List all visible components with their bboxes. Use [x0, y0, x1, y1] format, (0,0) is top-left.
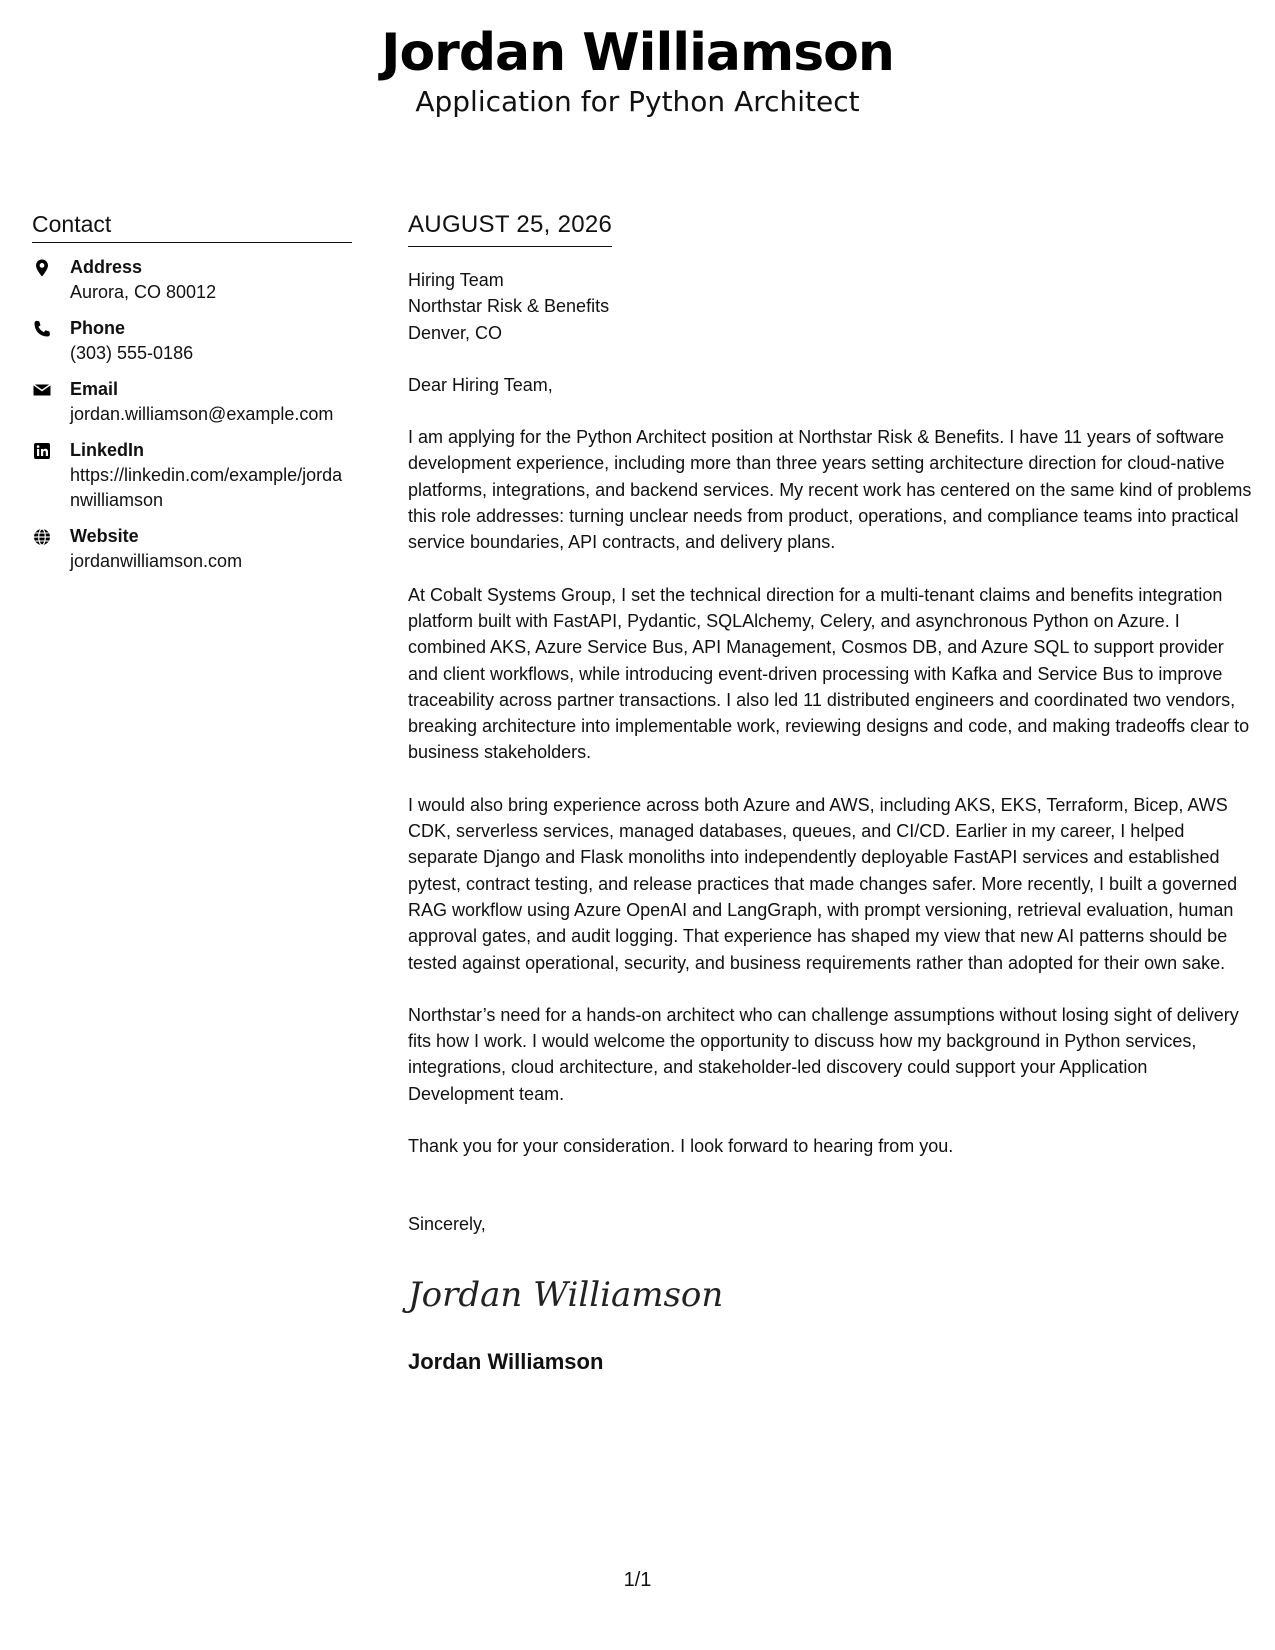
letter-greeting: Dear Hiring Team,: [408, 374, 553, 395]
recipient-block: [408, 267, 1253, 346]
email-label: Email: [70, 379, 119, 399]
website-value[interactable]: jordanwilliamson.com: [70, 551, 243, 571]
contact-item-email: [32, 377, 352, 427]
letter-paragraph-4: Northstar’s need for a hands-on architect who can challenge assumptions without losing sight of delivery fits how I work. I would welcome the opportunity to discuss how my background in Python services, integrations, cloud architecture, and stakeholder-led discovery could support your Application Development team.: [408, 1004, 1239, 1104]
contact-item-phone: [32, 316, 352, 366]
linkedin-value[interactable]: https://linkedin.com/example/jordanwilliamson: [70, 465, 343, 510]
letter-paragraph-1: I am applying for the Python Architect position at Northstar Risk & Benefits. I have 11 years of software development experience, including more than three years setting architecture direction for cloud-native platforms, integrations, and backend services. My recent work has centered on the same kind of problems this role addresses: turning unclear needs from product, operations, and compliance teams into practical service boundaries, API contracts, and delivery plans.: [408, 427, 1252, 553]
letter-paragraph-3: I would also bring experience across both Azure and AWS, including AKS, EKS, Terraform, Bicep, AWS CDK, serverless services, managed databases, queues, and CI/CD. Earlier in my career, I helped separate Django and Flask monoliths into independently deployable FastAPI services and established pytest, contract testing, and release practices that made changes safer. More recently, I built a governed RAG workflow using Azure OpenAI and LangGraph, with prompt versioning, retrieval evaluation, human approval gates, and audit logging. That experience has shaped my view that new AI patterns should be tested against operational, security, and business requirements rather than adopted for their own sake.: [408, 794, 1238, 973]
globe-icon: [32, 524, 70, 547]
address-value: Aurora, CO 80012: [70, 282, 217, 302]
linkedin-icon: [32, 438, 70, 461]
letter-signoff: Sincerely,: [408, 1214, 486, 1235]
applicant-name: Jordan Williamson: [381, 23, 894, 83]
phone-icon: [32, 316, 70, 339]
phone-label: Phone: [70, 318, 126, 338]
recipient-line-2: Northstar Risk & Benefits: [408, 296, 610, 317]
application-subtitle: Application for Python Architect: [415, 85, 860, 118]
linkedin-label: LinkedIn: [70, 440, 145, 460]
map-pin-icon: [32, 255, 70, 278]
phone-value: (303) 555-0186: [70, 343, 194, 363]
signature-text: Jordan Williamson: [408, 1274, 724, 1315]
recipient-line-1: Hiring Team: [408, 270, 504, 290]
signed-name: Jordan Williamson: [408, 1348, 604, 1374]
letter-closing: Thank you for your consideration. I look forward to hearing from you.: [408, 1136, 954, 1157]
recipient-line-3: Denver, CO: [408, 322, 503, 343]
website-label: Website: [70, 526, 139, 546]
handwritten-signature: [408, 1268, 724, 1318]
letter-header: [0, 22, 1275, 120]
contact-item-linkedin: [32, 438, 352, 513]
envelope-icon: [32, 377, 70, 400]
contact-sidebar: [32, 210, 352, 585]
page-number: 1/1: [623, 1569, 652, 1591]
letter-paragraph-2: At Cobalt Systems Group, I set the technical direction for a multi-tenant claims and benefits integration platform built with FastAPI, Pydantic, SQLAlchemy, Celery, and asynchronous Python on Azure. I combined AKS, Azure Service Bus, API Management, Cosmos DB, and Azure SQL to support provider and client workflows, while introducing event-driven processing with Kafka and Service Bus to improve traceability across partner transactions. I also led 11 distributed engineers and coordinated two vendors, breaking architecture into implementable work, reviewing designs and code, and making tradeoffs clear to business stakeholders.: [408, 584, 1250, 763]
contact-item-website: [32, 524, 352, 574]
letter-date: AUGUST 25, 2026: [408, 210, 612, 247]
email-value[interactable]: jordan.williamson@example.com: [70, 404, 334, 424]
address-label: Address: [70, 257, 143, 277]
letter-body: [408, 210, 1253, 1376]
contact-item-address: [32, 255, 352, 305]
contact-section-title: Contact: [32, 210, 352, 243]
